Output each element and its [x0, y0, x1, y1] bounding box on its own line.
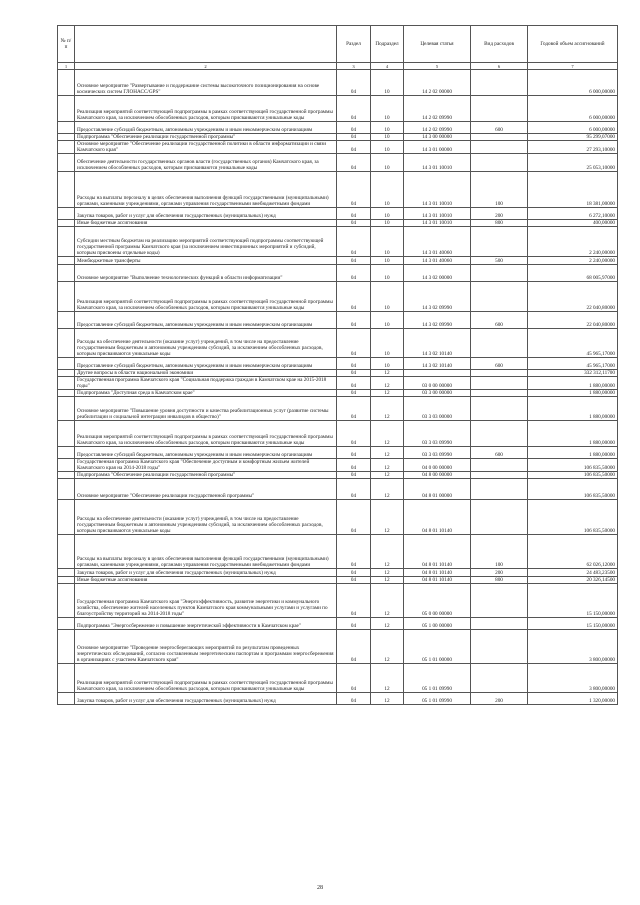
row-subsection: 10 — [371, 208, 404, 220]
row-expense-type — [471, 664, 528, 693]
header-number: № п/п — [58, 26, 75, 63]
row-expense-type — [471, 459, 528, 472]
row-target-article: 14 2 02 00000 — [404, 70, 471, 96]
row-amount: 1 880,00000 — [528, 390, 618, 397]
table-row — [58, 397, 618, 421]
row-name: Государственная программа Камчатского края "Энергоэффективность, развитие энергетики и коммунального хозяйства, обеспечение жителей населенных пунктов Камчатского края коммунальными услугами и услугами по благоустройству территорий на 2014-2018 годы" — [75, 584, 337, 618]
table-row — [58, 70, 618, 96]
row-section: 04 — [337, 584, 371, 618]
row-number — [58, 500, 75, 535]
row-subsection: 10 — [371, 227, 404, 257]
row-name: Реализация мероприятий соответствующей подпрограммы в рамках соответствующей государственной программы Камчатского края, за исключением обособленных расходов, которым присваиваются уникальные коды — [75, 96, 337, 122]
row-target-article: 05 1 01 09990 — [404, 664, 471, 693]
row-expense-type — [471, 227, 528, 257]
row-target-article: 14 3 02 00000 — [404, 265, 471, 282]
row-target-article — [404, 370, 471, 377]
table-row — [58, 227, 618, 257]
row-subsection: 12 — [371, 584, 404, 618]
row-name: Иные бюджетные ассигнования — [75, 220, 337, 227]
row-number — [58, 312, 75, 329]
row-number — [58, 535, 75, 569]
row-section: 04 — [337, 479, 371, 500]
row-number — [58, 141, 75, 154]
row-subsection: 10 — [371, 154, 404, 172]
row-section: 04 — [337, 577, 371, 584]
row-amount: 27 293,10000 — [528, 141, 618, 154]
row-number — [58, 370, 75, 377]
row-expense-type: 200 — [471, 208, 528, 220]
row-name: Основное мероприятие "Развертывание и поддержание системы высокоточного позиционирования на основе космических систем ГЛОНАСС/GPS" — [75, 70, 337, 96]
row-number — [58, 377, 75, 390]
row-section: 04 — [337, 630, 371, 664]
header-section: Раздел — [337, 26, 371, 63]
row-expense-type — [471, 329, 528, 358]
column-number: 2 — [75, 63, 337, 70]
row-amount: 3 800,00000 — [528, 664, 618, 693]
header-target-article: Целевая статья — [404, 26, 471, 63]
row-target-article: 14 3 01 40060 — [404, 257, 471, 265]
row-target-article: 14 3 02 10140 — [404, 329, 471, 358]
table-row — [58, 370, 618, 377]
row-section: 04 — [337, 377, 371, 390]
row-section: 04 — [337, 154, 371, 172]
row-subsection: 12 — [371, 630, 404, 664]
table-row — [58, 220, 618, 227]
column-number: 7 — [528, 63, 618, 70]
row-number — [58, 577, 75, 584]
row-number — [58, 693, 75, 705]
row-number — [58, 227, 75, 257]
row-number — [58, 329, 75, 358]
row-amount: 62 026,12000 — [528, 535, 618, 569]
row-section: 04 — [337, 693, 371, 705]
row-expense-type: 200 — [471, 569, 528, 577]
row-amount: 6 000,00000 — [528, 70, 618, 96]
row-amount: 20 326,14500 — [528, 577, 618, 584]
row-name: Закупка товаров, работ и услуг для обеспечения государственных (муниципальных) нужд — [75, 208, 337, 220]
row-number — [58, 447, 75, 459]
row-section: 04 — [337, 282, 371, 312]
row-amount: 24 483,23500 — [528, 569, 618, 577]
row-number — [58, 459, 75, 472]
row-subsection: 12 — [371, 618, 404, 630]
row-subsection: 12 — [371, 397, 404, 421]
row-name: Закупка товаров, работ и услуг для обеспечения государственных (муниципальных) нужд — [75, 693, 337, 705]
row-subsection: 12 — [371, 390, 404, 397]
row-subsection: 10 — [371, 122, 404, 134]
row-name: Обеспечение деятельности государственных органов власти (государственных органов) Камчатского края, за исключением обособленных расходов, которым присваиваются уникальные коды — [75, 154, 337, 172]
row-target-article: 14 3 02 09990 — [404, 312, 471, 329]
row-name: Межбюджетные трансферты — [75, 257, 337, 265]
row-expense-type: 800 — [471, 577, 528, 584]
row-target-article: 05 1 00 00000 — [404, 618, 471, 630]
row-amount: 1 320,00000 — [528, 693, 618, 705]
row-name: Предоставление субсидий бюджетным, автономным учреждениям и иным некоммерческим организациям — [75, 312, 337, 329]
row-subsection: 10 — [371, 134, 404, 141]
row-amount: 22 040,80000 — [528, 312, 618, 329]
row-name: Предоставление субсидий бюджетным, автономным учреждениям и иным некоммерческим организациям — [75, 447, 337, 459]
table-row — [58, 257, 618, 265]
row-section: 04 — [337, 227, 371, 257]
row-number — [58, 390, 75, 397]
row-name: Основное мероприятие "Обеспечение реализации государственной политики в области информатизации и связи Камчатского края" — [75, 141, 337, 154]
row-amount: 22 040,80000 — [528, 282, 618, 312]
row-target-article: 05 1 01 09990 — [404, 693, 471, 705]
row-name: Расходы на обеспечение деятельности (оказание услуг) учреждений, в том числе на предоставление государственным бюджетным и автономным учреждениям субсидий, за исключением обособленных расходов, которым присваиваются уникальные коды — [75, 329, 337, 358]
row-subsection: 12 — [371, 693, 404, 705]
row-section: 04 — [337, 208, 371, 220]
row-number — [58, 569, 75, 577]
row-subsection: 12 — [371, 577, 404, 584]
row-target-article: 04 8 01 10140 — [404, 577, 471, 584]
row-amount: 1 880,00000 — [528, 397, 618, 421]
row-target-article: 14 3 01 00000 — [404, 141, 471, 154]
row-subsection: 10 — [371, 172, 404, 208]
row-expense-type: 600 — [471, 358, 528, 370]
table-row — [58, 154, 618, 172]
row-number — [58, 154, 75, 172]
row-expense-type — [471, 618, 528, 630]
row-section: 04 — [337, 141, 371, 154]
row-expense-type — [471, 584, 528, 618]
row-name: Расходы на обеспечение деятельности (оказание услуг) учреждений, в том числе на предоставление государственным бюджетным и автономным учреждениям субсидий, за исключением обособленных расходов, которым присваиваются уникальные коды — [75, 500, 337, 535]
row-name: Субсидии местным бюджетам на реализацию мероприятий соответствующей подпрограммы соответствующей государственной программы Камчатского края (за исключением инвестиционных мероприятий и субсидий, которым присвоены отдельные коды) — [75, 227, 337, 257]
row-number — [58, 208, 75, 220]
header-name — [75, 26, 337, 63]
row-section: 04 — [337, 472, 371, 479]
row-amount: 25 053,10000 — [528, 154, 618, 172]
row-section: 04 — [337, 370, 371, 377]
row-target-article: 04 8 01 10140 — [404, 569, 471, 577]
column-number: 6 — [471, 63, 528, 70]
row-amount: 3 800,00000 — [528, 630, 618, 664]
row-name: Закупка товаров, работ и услуг для обеспечения государственных (муниципальных) нужд — [75, 569, 337, 577]
row-target-article: 14 3 02 10140 — [404, 358, 471, 370]
row-number — [58, 122, 75, 134]
row-section: 04 — [337, 257, 371, 265]
row-expense-type — [471, 500, 528, 535]
row-name: Государственная программа Камчатского края "Социальная поддержка граждан в Камчатском крае на 2015-2018 годы" — [75, 377, 337, 390]
row-amount: 400,00000 — [528, 220, 618, 227]
row-expense-type: 100 — [471, 535, 528, 569]
table-row — [58, 377, 618, 390]
row-target-article: 04 8 01 00000 — [404, 479, 471, 500]
row-amount: 15 150,00000 — [528, 618, 618, 630]
row-amount: 1 880,00000 — [528, 447, 618, 459]
row-section: 04 — [337, 664, 371, 693]
row-section: 04 — [337, 312, 371, 329]
table-row — [58, 172, 618, 208]
row-name: Подпрограмма "Энергосбережение и повышение энергетической эффективности в Камчатском крае" — [75, 618, 337, 630]
row-number — [58, 584, 75, 618]
row-section: 04 — [337, 220, 371, 227]
table-row — [58, 569, 618, 577]
row-section: 04 — [337, 172, 371, 208]
row-section: 04 — [337, 500, 371, 535]
row-section: 04 — [337, 397, 371, 421]
row-name: Основное мероприятие "Обеспечение реализации государственной программы" — [75, 479, 337, 500]
row-target-article: 14 3 01 10010 — [404, 220, 471, 227]
table-row — [58, 329, 618, 358]
row-target-article: 04 8 00 00000 — [404, 472, 471, 479]
row-section: 04 — [337, 618, 371, 630]
table-header-row — [58, 26, 618, 63]
row-amount: 18 381,00000 — [528, 172, 618, 208]
row-target-article: 14 3 01 40060 — [404, 227, 471, 257]
row-name: Основное мероприятие "Проведение энергосберегающих мероприятий по результатам проведенных энергетических обследований, согласно составленным энергетическим паспортам и программам энергосбережения в организациях с участием Камчатского края" — [75, 630, 337, 664]
row-target-article: 14 2 02 09990 — [404, 96, 471, 122]
row-number — [58, 479, 75, 500]
row-target-article: 03 3 00 00000 — [404, 390, 471, 397]
row-name: Подпрограмма "Обеспечение реализации государственной программы" — [75, 472, 337, 479]
row-subsection: 10 — [371, 282, 404, 312]
row-expense-type — [471, 421, 528, 447]
table-row — [58, 664, 618, 693]
row-section: 04 — [337, 265, 371, 282]
row-expense-type: 100 — [471, 172, 528, 208]
row-subsection: 12 — [371, 377, 404, 390]
row-number — [58, 421, 75, 447]
row-expense-type — [471, 70, 528, 96]
row-amount: 2 240,00000 — [528, 257, 618, 265]
header-subsection: Подраздел — [371, 26, 404, 63]
row-expense-type — [471, 370, 528, 377]
row-number — [58, 664, 75, 693]
table-row — [58, 312, 618, 329]
row-section: 04 — [337, 447, 371, 459]
column-number: 3 — [337, 63, 371, 70]
row-expense-type — [471, 390, 528, 397]
table-row — [58, 693, 618, 705]
row-number — [58, 220, 75, 227]
row-section: 04 — [337, 390, 371, 397]
row-name: Расходы на выплаты персоналу в целях обеспечения выполнения функций государственными (муниципальными) органами, казенными учреждениями, органами управления государственными внебюджетными фондами — [75, 535, 337, 569]
row-target-article: 04 0 00 00000 — [404, 459, 471, 472]
row-subsection: 10 — [371, 329, 404, 358]
row-target-article: 05 1 01 00000 — [404, 630, 471, 664]
row-subsection: 12 — [371, 472, 404, 479]
row-target-article: 14 3 01 10010 — [404, 172, 471, 208]
row-amount: 332 312,11700 — [528, 370, 618, 377]
row-expense-type — [471, 479, 528, 500]
row-subsection: 12 — [371, 569, 404, 577]
header-expense-type: Вид расходов — [471, 26, 528, 63]
page-number: 28 — [317, 885, 323, 891]
row-section: 04 — [337, 358, 371, 370]
row-expense-type — [471, 141, 528, 154]
column-number: 4 — [371, 63, 404, 70]
row-number — [58, 172, 75, 208]
row-subsection: 12 — [371, 535, 404, 569]
row-amount: 68 005,97000 — [528, 265, 618, 282]
row-name: Реализация мероприятий соответствующей подпрограммы в рамках соответствующей государственной программы Камчатского края, за исключением обособленных расходов, которым присваиваются уникальные коды — [75, 421, 337, 447]
budget-table-body — [58, 26, 618, 705]
row-amount: 45 965,17000 — [528, 329, 618, 358]
row-name: Подпрограмма "Обеспечение реализации государственной программы" — [75, 134, 337, 141]
row-expense-type — [471, 265, 528, 282]
row-subsection: 12 — [371, 459, 404, 472]
column-number: 1 — [58, 63, 75, 70]
row-subsection: 10 — [371, 220, 404, 227]
row-amount: 1 880,00000 — [528, 377, 618, 390]
row-subsection: 12 — [371, 479, 404, 500]
row-number — [58, 282, 75, 312]
table-row — [58, 584, 618, 618]
row-expense-type — [471, 630, 528, 664]
table-row — [58, 472, 618, 479]
row-section: 04 — [337, 329, 371, 358]
row-subsection: 12 — [371, 447, 404, 459]
row-section: 04 — [337, 134, 371, 141]
row-number — [58, 358, 75, 370]
table-row — [58, 459, 618, 472]
row-number — [58, 70, 75, 96]
row-subsection: 10 — [371, 70, 404, 96]
row-amount: 95 299,07000 — [528, 134, 618, 141]
row-subsection: 10 — [371, 141, 404, 154]
table-row — [58, 479, 618, 500]
table-row — [58, 577, 618, 584]
row-name: Предоставление субсидий бюджетным, автономным учреждениям и иным некоммерческим организациям — [75, 358, 337, 370]
table-row — [58, 421, 618, 447]
row-target-article: 03 0 00 00000 — [404, 377, 471, 390]
header-annual-amount: Годовой объем ассигнований — [528, 26, 618, 63]
row-name: Подпрограмма "Доступная среда в Камчатском крае" — [75, 390, 337, 397]
row-number — [58, 134, 75, 141]
row-number — [58, 618, 75, 630]
row-name: Основное мероприятие "Повышение уровня доступности и качества реабилитационных услуг (развитие системы реабилитации и социальной интеграции инвалидов в общество)" — [75, 397, 337, 421]
row-subsection: 12 — [371, 500, 404, 535]
table-row — [58, 282, 618, 312]
row-subsection: 10 — [371, 265, 404, 282]
row-target-article: 03 3 03 09990 — [404, 447, 471, 459]
row-expense-type: 200 — [471, 693, 528, 705]
row-section: 04 — [337, 70, 371, 96]
row-expense-type: 800 — [471, 220, 528, 227]
row-section: 04 — [337, 122, 371, 134]
row-section: 04 — [337, 96, 371, 122]
row-amount: 106 835,50000 — [528, 500, 618, 535]
row-amount: 1 880,00000 — [528, 421, 618, 447]
row-expense-type — [471, 96, 528, 122]
row-subsection: 12 — [371, 421, 404, 447]
table-row — [58, 358, 618, 370]
table-row — [58, 96, 618, 122]
row-name: Реализация мероприятий соответствующей подпрограммы в рамках соответствующей государственной программы Камчатского края, за исключением обособленных расходов, которым присваиваются уникальные коды — [75, 282, 337, 312]
row-target-article: 04 8 01 10140 — [404, 500, 471, 535]
row-target-article: 03 3 03 00000 — [404, 397, 471, 421]
row-section: 04 — [337, 569, 371, 577]
row-number — [58, 630, 75, 664]
column-number: 5 — [404, 63, 471, 70]
row-amount: 2 240,00000 — [528, 227, 618, 257]
row-expense-type — [471, 154, 528, 172]
row-number — [58, 96, 75, 122]
row-expense-type — [471, 397, 528, 421]
row-expense-type: 600 — [471, 312, 528, 329]
table-row — [58, 390, 618, 397]
row-amount: 45 965,17000 — [528, 358, 618, 370]
row-amount: 106 835,50000 — [528, 479, 618, 500]
row-target-article: 14 3 01 10010 — [404, 208, 471, 220]
table-row — [58, 500, 618, 535]
table-row — [58, 265, 618, 282]
row-target-article: 05 0 00 00000 — [404, 584, 471, 618]
row-section: 04 — [337, 459, 371, 472]
row-subsection: 10 — [371, 257, 404, 265]
row-expense-type — [471, 282, 528, 312]
row-subsection: 12 — [371, 664, 404, 693]
table-row — [58, 447, 618, 459]
row-target-article: 14 2 02 09990 — [404, 122, 471, 134]
row-name: Предоставление субсидий бюджетным, автономным учреждениям и иным некоммерческим организациям — [75, 122, 337, 134]
row-expense-type: 600 — [471, 122, 528, 134]
row-target-article: 03 3 03 09990 — [404, 421, 471, 447]
table-row — [58, 122, 618, 134]
row-amount: 15 150,00000 — [528, 584, 618, 618]
row-amount: 6 000,00000 — [528, 96, 618, 122]
row-section: 04 — [337, 535, 371, 569]
table-row — [58, 134, 618, 141]
column-number-row — [58, 63, 618, 70]
row-amount: 106 835,50000 — [528, 472, 618, 479]
row-expense-type: 600 — [471, 447, 528, 459]
row-name: Реализация мероприятий соответствующей подпрограммы в рамках соответствующей государственной программы Камчатского края, за исключением обособленных расходов, которым присваиваются уникальные коды — [75, 664, 337, 693]
row-expense-type — [471, 472, 528, 479]
budget-table — [57, 25, 618, 705]
table-row — [58, 535, 618, 569]
row-name: Другие вопросы в области национальной экономики — [75, 370, 337, 377]
row-target-article: 04 8 01 10140 — [404, 535, 471, 569]
row-expense-type: 500 — [471, 257, 528, 265]
row-number — [58, 472, 75, 479]
row-section: 04 — [337, 421, 371, 447]
table-row — [58, 618, 618, 630]
row-subsection: 12 — [371, 370, 404, 377]
table-row — [58, 208, 618, 220]
row-amount: 6 272,10000 — [528, 208, 618, 220]
row-target-article: 14 3 02 09990 — [404, 282, 471, 312]
row-subsection: 10 — [371, 96, 404, 122]
row-expense-type — [471, 134, 528, 141]
row-subsection: 10 — [371, 312, 404, 329]
row-number — [58, 397, 75, 421]
row-name: Расходы на выплаты персоналу в целях обеспечения выполнения функций государственными (муниципальными) органами, казенными учреждениями, органами управления государственными внебюджетными фондами — [75, 172, 337, 208]
row-subsection: 10 — [371, 358, 404, 370]
row-name: Государственная программа Камчатского края "Обеспечение доступным и комфортным жильем жителей Камчатского края на 2014-2018 годы" — [75, 459, 337, 472]
row-amount: 6 000,00000 — [528, 122, 618, 134]
row-target-article: 14 3 01 10010 — [404, 154, 471, 172]
row-expense-type — [471, 377, 528, 390]
table-row — [58, 630, 618, 664]
row-number — [58, 265, 75, 282]
row-amount: 106 835,50000 — [528, 459, 618, 472]
row-target-article: 14 3 00 00000 — [404, 134, 471, 141]
row-number — [58, 257, 75, 265]
table-row — [58, 141, 618, 154]
row-name: Основное мероприятие "Выполнение технологических функций в области информатизации" — [75, 265, 337, 282]
row-name: Иные бюджетные ассигнования — [75, 577, 337, 584]
